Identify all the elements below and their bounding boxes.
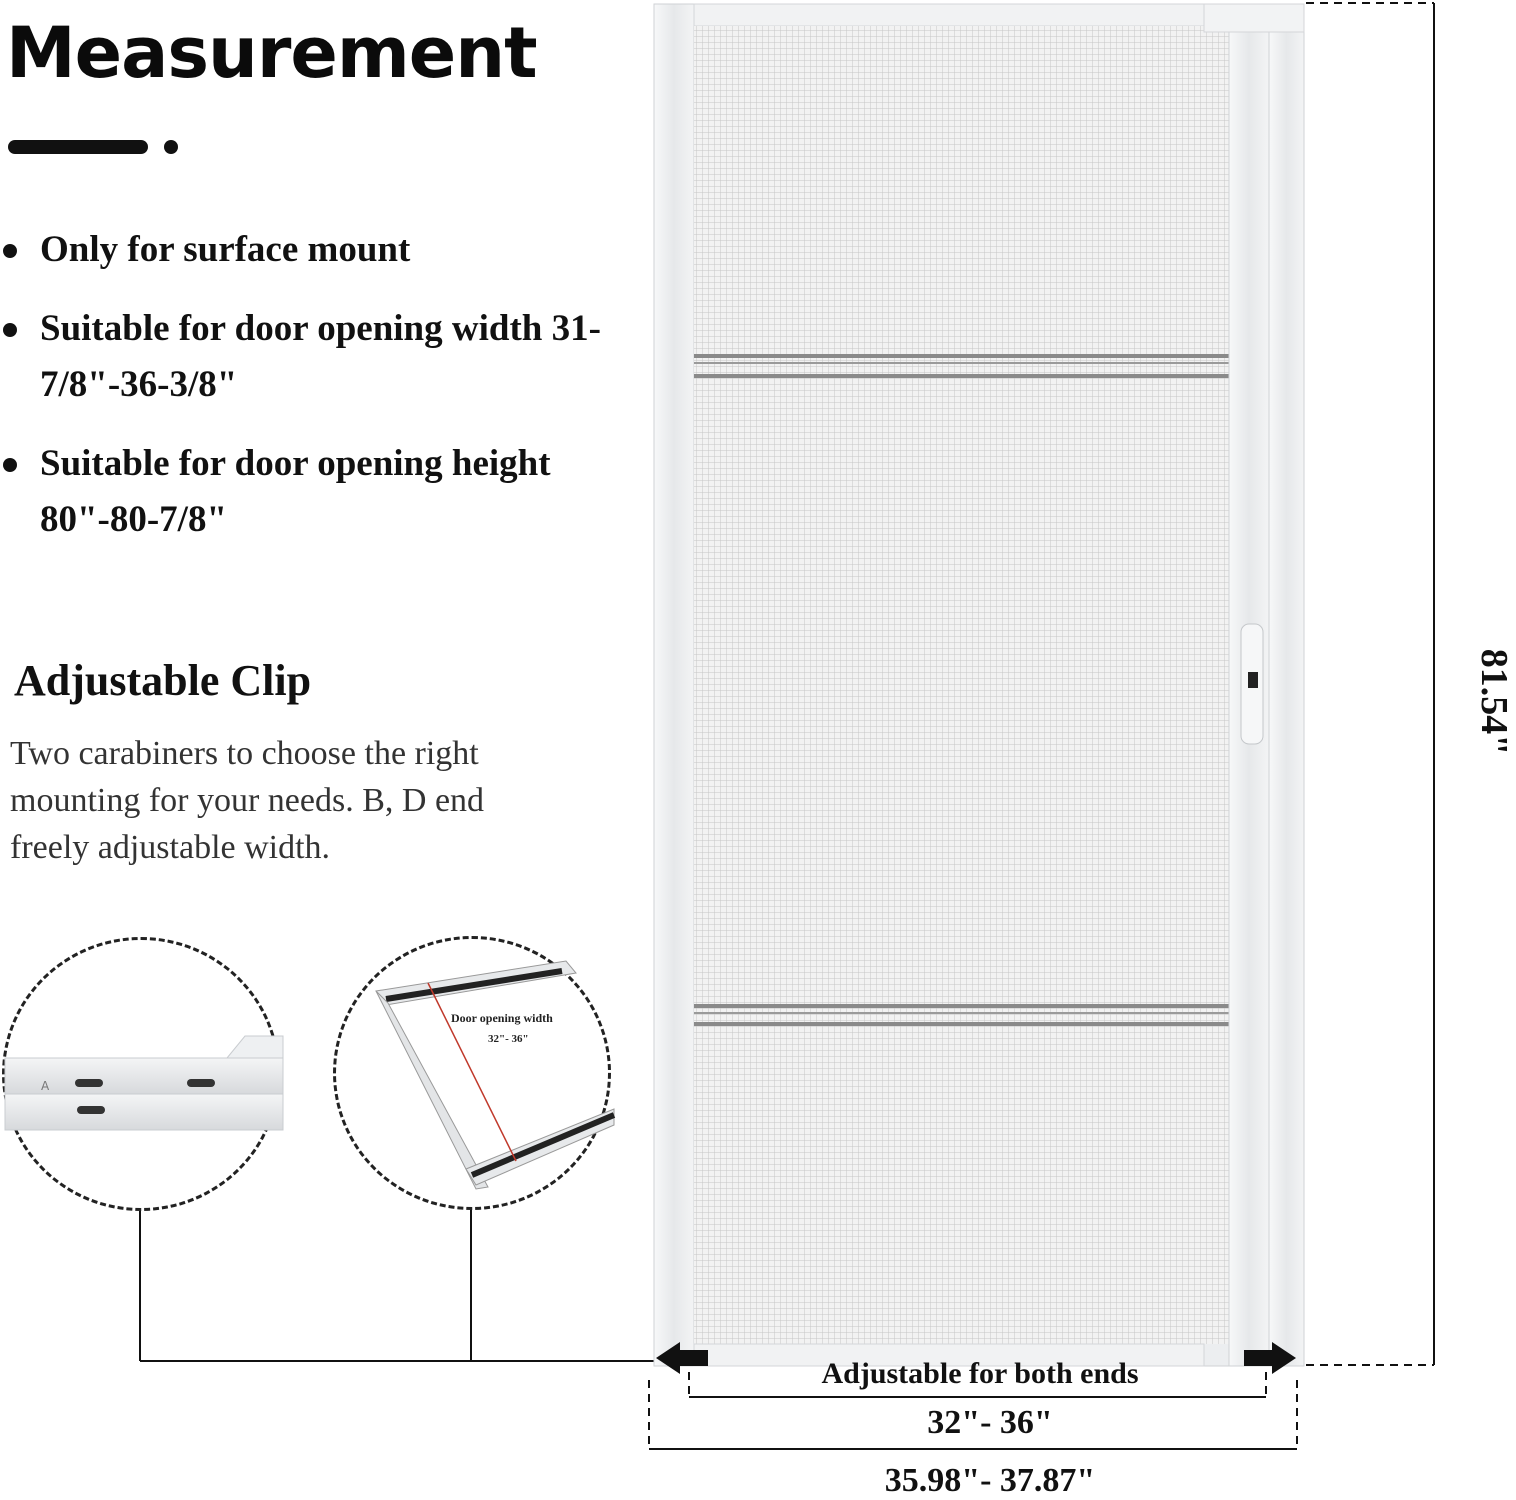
clip-description: Two carabiners to choose the right mounting for your needs. B, D end freely adjustable width.: [10, 735, 485, 866]
feature-text: Only for surface mount: [40, 229, 411, 270]
feature-text: Suitable for door opening width 31-7/8"-36-3/8": [40, 308, 601, 405]
feature-text: Suitable for door opening height 80"-80-7/8": [40, 443, 551, 540]
height-label: 81.54": [1473, 648, 1515, 756]
rail-letter-mark: A: [41, 1079, 50, 1093]
adjustable-note: Adjustable for both ends: [821, 1357, 1139, 1390]
outer-width-label: 35.98"- 37.87": [884, 1462, 1096, 1499]
clip-heading: Adjustable Clip: [14, 656, 312, 705]
inner-width-label: 32"- 36": [927, 1404, 1053, 1441]
door-width-range: 32"- 36": [488, 1033, 529, 1045]
page-title: Measurement: [6, 12, 537, 94]
door-width-label: Door opening width: [451, 1011, 553, 1025]
